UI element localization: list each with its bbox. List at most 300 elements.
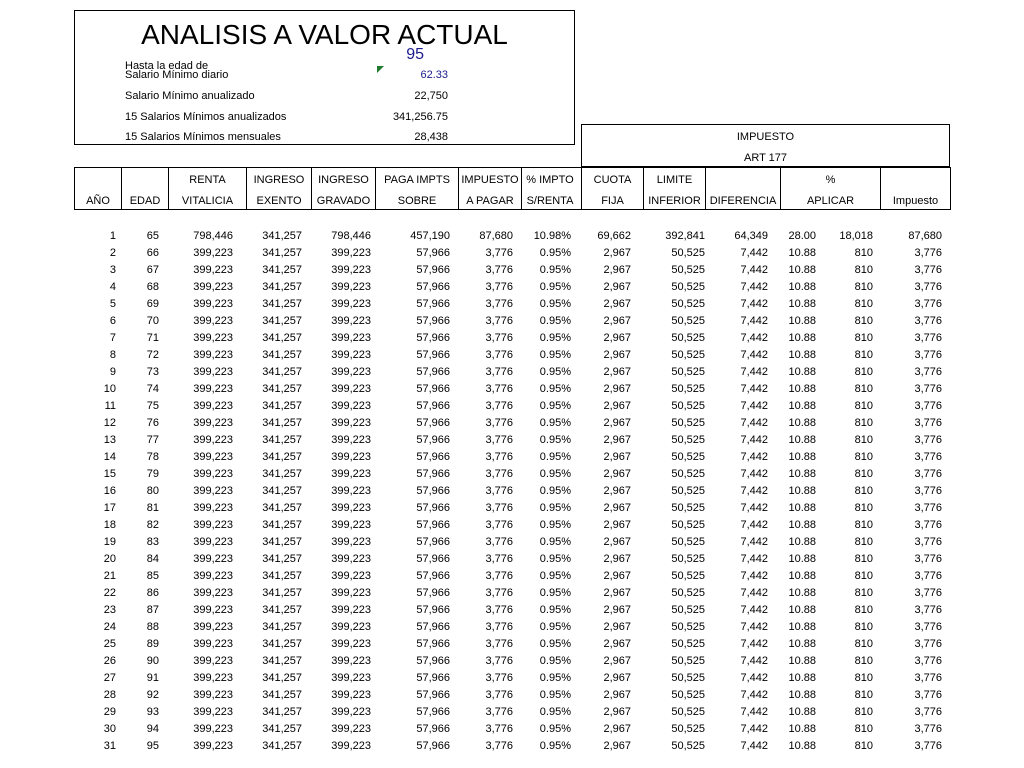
table-cell[interactable]: 50,525 (671, 502, 705, 514)
table-cell[interactable]: 7,442 (740, 536, 768, 548)
table-cell[interactable]: 7,442 (740, 604, 768, 616)
table-cell[interactable]: 399,223 (331, 621, 371, 633)
table-cell[interactable]: 3,776 (914, 723, 942, 735)
table-cell[interactable]: 30 (103, 723, 116, 735)
table-cell[interactable]: 341,257 (262, 519, 302, 531)
table-cell[interactable]: 57,966 (416, 349, 450, 361)
table-cell[interactable]: 341,257 (262, 383, 302, 395)
table-cell[interactable]: 7,442 (740, 723, 768, 735)
table-cell[interactable]: 57,966 (416, 621, 450, 633)
table-cell[interactable]: 88 (146, 621, 159, 633)
table-cell[interactable]: 3,776 (914, 672, 942, 684)
table-cell[interactable]: 399,223 (331, 417, 371, 429)
table-cell[interactable]: 69 (146, 298, 159, 310)
table-cell[interactable]: 17 (103, 502, 116, 514)
table-cell[interactable]: 810 (854, 655, 873, 667)
table-cell[interactable]: 77 (146, 434, 159, 446)
table-cell[interactable]: 3,776 (914, 621, 942, 633)
table-cell[interactable]: 10.88 (788, 519, 816, 531)
table-cell[interactable]: 341,257 (262, 621, 302, 633)
table-cell[interactable]: 93 (146, 706, 159, 718)
table-cell[interactable]: 57,966 (416, 434, 450, 446)
table-cell[interactable]: 3,776 (485, 689, 513, 701)
table-cell[interactable]: 399,223 (331, 638, 371, 650)
table-cell[interactable]: 80 (146, 485, 159, 497)
table-cell[interactable]: 50,525 (671, 281, 705, 293)
table-cell[interactable]: 50,525 (671, 604, 705, 616)
table-cell[interactable]: 7,442 (740, 621, 768, 633)
table-cell[interactable]: 810 (854, 689, 873, 701)
table-cell[interactable]: 3,776 (914, 315, 942, 327)
table-cell[interactable]: 57,966 (416, 672, 450, 684)
table-cell[interactable]: 92 (146, 689, 159, 701)
table-cell[interactable]: 2,967 (603, 621, 631, 633)
table-cell[interactable]: 399,223 (193, 451, 233, 463)
table-cell[interactable]: 10.88 (788, 485, 816, 497)
table-cell[interactable]: 3,776 (914, 553, 942, 565)
table-cell[interactable]: 2,967 (603, 740, 631, 752)
table-cell[interactable]: 57,966 (416, 655, 450, 667)
table-cell[interactable]: 66 (146, 247, 159, 259)
table-cell[interactable]: 399,223 (331, 332, 371, 344)
table-cell[interactable]: 0.95% (539, 570, 571, 582)
table-cell[interactable]: 399,223 (331, 315, 371, 327)
table-cell[interactable]: 399,223 (331, 298, 371, 310)
table-cell[interactable]: 399,223 (331, 264, 371, 276)
table-cell[interactable]: 341,257 (262, 332, 302, 344)
table-cell[interactable]: 57,966 (416, 604, 450, 616)
table-cell[interactable]: 3,776 (485, 621, 513, 633)
table-cell[interactable]: 399,223 (193, 536, 233, 548)
table-cell[interactable]: 7,442 (740, 349, 768, 361)
table-cell[interactable]: 399,223 (331, 519, 371, 531)
table-cell[interactable]: 3,776 (485, 315, 513, 327)
table-cell[interactable]: 3,776 (914, 298, 942, 310)
table-cell[interactable]: 810 (854, 349, 873, 361)
table-cell[interactable]: 18 (103, 519, 116, 531)
table-cell[interactable]: 399,223 (193, 434, 233, 446)
table-cell[interactable]: 341,257 (262, 502, 302, 514)
table-cell[interactable]: 3,776 (914, 638, 942, 650)
table-cell[interactable]: 3,776 (914, 264, 942, 276)
table-cell[interactable]: 341,257 (262, 366, 302, 378)
table-cell[interactable]: 457,190 (410, 230, 450, 242)
table-cell[interactable]: 341,257 (262, 417, 302, 429)
table-cell[interactable]: 3,776 (914, 281, 942, 293)
table-cell[interactable]: 810 (854, 366, 873, 378)
table-cell[interactable]: 50,525 (671, 451, 705, 463)
table-cell[interactable]: 57,966 (416, 383, 450, 395)
table-cell[interactable]: 3,776 (914, 383, 942, 395)
table-cell[interactable]: 3,776 (485, 349, 513, 361)
table-cell[interactable]: 3,776 (485, 553, 513, 565)
table-cell[interactable]: 341,257 (262, 672, 302, 684)
table-cell[interactable]: 399,223 (193, 400, 233, 412)
table-cell[interactable]: 7 (109, 332, 116, 344)
table-cell[interactable]: 399,223 (331, 672, 371, 684)
table-cell[interactable]: 810 (854, 553, 873, 565)
table-cell[interactable]: 2,967 (603, 349, 631, 361)
table-cell[interactable]: 399,223 (331, 723, 371, 735)
table-cell[interactable]: 3,776 (485, 281, 513, 293)
table-cell[interactable]: 3,776 (485, 298, 513, 310)
table-cell[interactable]: 65 (146, 230, 159, 242)
table-cell[interactable]: 7,442 (740, 502, 768, 514)
table-cell[interactable]: 810 (854, 672, 873, 684)
table-cell[interactable]: 3,776 (485, 434, 513, 446)
table-cell[interactable]: 341,257 (262, 655, 302, 667)
table-cell[interactable]: 25 (103, 638, 116, 650)
table-cell[interactable]: 3 (109, 264, 116, 276)
table-cell[interactable]: 50,525 (671, 570, 705, 582)
table-cell[interactable]: 0.95% (539, 723, 571, 735)
table-cell[interactable]: 2,967 (603, 587, 631, 599)
table-cell[interactable]: 392,841 (665, 230, 705, 242)
table-cell[interactable]: 810 (854, 383, 873, 395)
table-cell[interactable]: 89 (146, 638, 159, 650)
table-cell[interactable]: 10.88 (788, 740, 816, 752)
table-cell[interactable]: 3,776 (485, 587, 513, 599)
table-cell[interactable]: 7,442 (740, 519, 768, 531)
table-cell[interactable]: 50,525 (671, 383, 705, 395)
table-cell[interactable]: 2,967 (603, 332, 631, 344)
table-cell[interactable]: 10.88 (788, 315, 816, 327)
table-cell[interactable]: 5 (109, 298, 116, 310)
table-cell[interactable]: 810 (854, 315, 873, 327)
table-cell[interactable]: 50,525 (671, 638, 705, 650)
table-cell[interactable]: 0.95% (539, 740, 571, 752)
table-cell[interactable]: 21 (103, 570, 116, 582)
table-cell[interactable]: 810 (854, 400, 873, 412)
table-cell[interactable]: 810 (854, 638, 873, 650)
table-cell[interactable]: 3,776 (914, 519, 942, 531)
table-cell[interactable]: 810 (854, 740, 873, 752)
table-cell[interactable]: 0.95% (539, 638, 571, 650)
table-cell[interactable]: 399,223 (193, 349, 233, 361)
table-cell[interactable]: 4 (109, 281, 116, 293)
table-cell[interactable]: 3,776 (914, 349, 942, 361)
table-cell[interactable]: 10.88 (788, 298, 816, 310)
table-cell[interactable]: 67 (146, 264, 159, 276)
table-cell[interactable]: 0.95% (539, 349, 571, 361)
table-cell[interactable]: 57,966 (416, 570, 450, 582)
table-cell[interactable]: 2,967 (603, 400, 631, 412)
table-cell[interactable]: 810 (854, 570, 873, 582)
table-cell[interactable]: 81 (146, 502, 159, 514)
table-cell[interactable]: 399,223 (193, 723, 233, 735)
table-cell[interactable]: 3,776 (485, 468, 513, 480)
table-cell[interactable]: 10.98% (533, 230, 571, 242)
table-cell[interactable]: 7,442 (740, 298, 768, 310)
table-cell[interactable]: 10.88 (788, 536, 816, 548)
table-cell[interactable]: 22 (103, 587, 116, 599)
table-cell[interactable]: 7,442 (740, 366, 768, 378)
table-cell[interactable]: 2,967 (603, 366, 631, 378)
table-cell[interactable]: 50,525 (671, 536, 705, 548)
table-cell[interactable]: 399,223 (331, 366, 371, 378)
table-cell[interactable]: 399,223 (331, 247, 371, 259)
table-cell[interactable]: 57,966 (416, 247, 450, 259)
table-cell[interactable]: 10.88 (788, 502, 816, 514)
table-cell[interactable]: 50,525 (671, 689, 705, 701)
table-cell[interactable]: 0.95% (539, 366, 571, 378)
table-cell[interactable]: 399,223 (193, 281, 233, 293)
table-cell[interactable]: 3,776 (485, 451, 513, 463)
table-cell[interactable]: 7,442 (740, 417, 768, 429)
table-cell[interactable]: 69,662 (597, 230, 631, 242)
table-cell[interactable]: 2,967 (603, 689, 631, 701)
table-cell[interactable]: 10 (103, 383, 116, 395)
table-cell[interactable]: 10.88 (788, 587, 816, 599)
table-cell[interactable]: 810 (854, 298, 873, 310)
table-cell[interactable]: 399,223 (193, 672, 233, 684)
table-cell[interactable]: 399,223 (193, 655, 233, 667)
table-cell[interactable]: 399,223 (331, 587, 371, 599)
table-cell[interactable]: 10.88 (788, 349, 816, 361)
table-cell[interactable]: 10.88 (788, 570, 816, 582)
table-cell[interactable]: 3,776 (485, 672, 513, 684)
table-cell[interactable]: 85 (146, 570, 159, 582)
table-cell[interactable]: 10.88 (788, 247, 816, 259)
table-cell[interactable]: 399,223 (193, 298, 233, 310)
table-cell[interactable]: 341,257 (262, 315, 302, 327)
table-cell[interactable]: 3,776 (485, 723, 513, 735)
table-cell[interactable]: 810 (854, 604, 873, 616)
table-cell[interactable]: 7,442 (740, 655, 768, 667)
table-cell[interactable]: 3,776 (914, 706, 942, 718)
table-cell[interactable]: 10.88 (788, 264, 816, 276)
table-cell[interactable]: 23 (103, 604, 116, 616)
table-cell[interactable]: 7,442 (740, 587, 768, 599)
table-cell[interactable]: 3,776 (485, 519, 513, 531)
table-cell[interactable]: 399,223 (331, 604, 371, 616)
param-value-daily-wage[interactable]: 62.33 (420, 69, 448, 81)
table-cell[interactable]: 12 (103, 417, 116, 429)
table-cell[interactable]: 79 (146, 468, 159, 480)
table-cell[interactable]: 3,776 (914, 400, 942, 412)
table-cell[interactable]: 399,223 (331, 434, 371, 446)
table-cell[interactable]: 50,525 (671, 434, 705, 446)
table-cell[interactable]: 399,223 (193, 706, 233, 718)
table-cell[interactable]: 2,967 (603, 383, 631, 395)
table-cell[interactable]: 0.95% (539, 553, 571, 565)
table-cell[interactable]: 7,442 (740, 281, 768, 293)
table-cell[interactable]: 3,776 (914, 451, 942, 463)
table-cell[interactable]: 810 (854, 434, 873, 446)
table-cell[interactable]: 57,966 (416, 451, 450, 463)
table-cell[interactable]: 87,680 (908, 230, 942, 242)
table-cell[interactable]: 2,967 (603, 655, 631, 667)
table-cell[interactable]: 0.95% (539, 672, 571, 684)
table-cell[interactable]: 7,442 (740, 264, 768, 276)
table-cell[interactable]: 13 (103, 434, 116, 446)
table-cell[interactable]: 0.95% (539, 332, 571, 344)
table-cell[interactable]: 7,442 (740, 468, 768, 480)
table-cell[interactable]: 2,967 (603, 468, 631, 480)
table-cell[interactable]: 341,257 (262, 553, 302, 565)
table-cell[interactable]: 0.95% (539, 315, 571, 327)
table-cell[interactable]: 2,967 (603, 247, 631, 259)
table-cell[interactable]: 94 (146, 723, 159, 735)
table-cell[interactable]: 3,776 (914, 485, 942, 497)
table-cell[interactable]: 11 (104, 400, 116, 412)
table-cell[interactable]: 341,257 (262, 570, 302, 582)
table-cell[interactable]: 810 (854, 519, 873, 531)
table-cell[interactable]: 399,223 (331, 740, 371, 752)
table-cell[interactable]: 0.95% (539, 689, 571, 701)
table-cell[interactable]: 50,525 (671, 400, 705, 412)
table-cell[interactable]: 0.95% (539, 502, 571, 514)
table-cell[interactable]: 50,525 (671, 247, 705, 259)
table-cell[interactable]: 0.95% (539, 621, 571, 633)
table-cell[interactable]: 3,776 (485, 706, 513, 718)
table-cell[interactable]: 0.95% (539, 400, 571, 412)
table-cell[interactable]: 50,525 (671, 621, 705, 633)
table-cell[interactable]: 810 (854, 468, 873, 480)
table-cell[interactable]: 57,966 (416, 468, 450, 480)
table-cell[interactable]: 3,776 (914, 247, 942, 259)
table-cell[interactable]: 87,680 (479, 230, 513, 242)
table-cell[interactable]: 50,525 (671, 740, 705, 752)
table-cell[interactable]: 2,967 (603, 553, 631, 565)
table-cell[interactable]: 0.95% (539, 264, 571, 276)
table-cell[interactable]: 810 (854, 502, 873, 514)
table-cell[interactable]: 810 (854, 281, 873, 293)
table-cell[interactable]: 399,223 (193, 247, 233, 259)
table-cell[interactable]: 57,966 (416, 366, 450, 378)
table-cell[interactable]: 57,966 (416, 400, 450, 412)
table-cell[interactable]: 2,967 (603, 264, 631, 276)
table-cell[interactable]: 10.88 (788, 451, 816, 463)
table-cell[interactable]: 341,257 (262, 281, 302, 293)
table-cell[interactable]: 57,966 (416, 519, 450, 531)
table-cell[interactable]: 7,442 (740, 570, 768, 582)
table-cell[interactable]: 3,776 (914, 536, 942, 548)
table-cell[interactable]: 50,525 (671, 655, 705, 667)
table-cell[interactable]: 399,223 (331, 502, 371, 514)
table-cell[interactable]: 3,776 (485, 502, 513, 514)
table-cell[interactable]: 810 (854, 451, 873, 463)
table-cell[interactable]: 2,967 (603, 706, 631, 718)
table-cell[interactable]: 24 (103, 621, 116, 633)
table-cell[interactable]: 10.88 (788, 689, 816, 701)
table-cell[interactable]: 0.95% (539, 468, 571, 480)
table-cell[interactable]: 87 (146, 604, 159, 616)
table-cell[interactable]: 341,257 (262, 638, 302, 650)
table-cell[interactable]: 399,223 (331, 383, 371, 395)
table-cell[interactable]: 0.95% (539, 247, 571, 259)
table-cell[interactable]: 3,776 (485, 400, 513, 412)
table-cell[interactable]: 70 (146, 315, 159, 327)
table-cell[interactable]: 399,223 (331, 706, 371, 718)
table-cell[interactable]: 3,776 (485, 570, 513, 582)
table-cell[interactable]: 50,525 (671, 485, 705, 497)
table-cell[interactable]: 90 (146, 655, 159, 667)
table-cell[interactable]: 74 (146, 383, 159, 395)
table-cell[interactable]: 7,442 (740, 451, 768, 463)
table-cell[interactable]: 341,257 (262, 451, 302, 463)
table-cell[interactable]: 10.88 (788, 723, 816, 735)
table-cell[interactable]: 3,776 (485, 536, 513, 548)
table-cell[interactable]: 399,223 (331, 281, 371, 293)
table-cell[interactable]: 26 (103, 655, 116, 667)
table-cell[interactable]: 27 (103, 672, 116, 684)
table-cell[interactable]: 3,776 (485, 366, 513, 378)
table-cell[interactable]: 2,967 (603, 570, 631, 582)
table-cell[interactable]: 399,223 (193, 519, 233, 531)
table-cell[interactable]: 341,257 (262, 689, 302, 701)
table-cell[interactable]: 57,966 (416, 706, 450, 718)
table-cell[interactable]: 3,776 (485, 604, 513, 616)
table-cell[interactable]: 8 (109, 349, 116, 361)
table-cell[interactable]: 75 (146, 400, 159, 412)
table-cell[interactable]: 20 (103, 553, 116, 565)
table-cell[interactable]: 57,966 (416, 689, 450, 701)
table-cell[interactable]: 2,967 (603, 298, 631, 310)
table-cell[interactable]: 15 (103, 468, 116, 480)
table-cell[interactable]: 28 (103, 689, 116, 701)
table-cell[interactable]: 0.95% (539, 536, 571, 548)
table-cell[interactable]: 7,442 (740, 383, 768, 395)
table-cell[interactable]: 3,776 (485, 264, 513, 276)
table-cell[interactable]: 3,776 (485, 485, 513, 497)
table-cell[interactable]: 3,776 (485, 638, 513, 650)
table-cell[interactable]: 7,442 (740, 706, 768, 718)
table-cell[interactable]: 50,525 (671, 519, 705, 531)
table-cell[interactable]: 399,223 (193, 587, 233, 599)
table-cell[interactable]: 7,442 (740, 740, 768, 752)
table-cell[interactable]: 6 (109, 315, 116, 327)
table-cell[interactable]: 2,967 (603, 723, 631, 735)
table-cell[interactable]: 399,223 (331, 553, 371, 565)
table-cell[interactable]: 76 (146, 417, 159, 429)
table-cell[interactable]: 3,776 (914, 417, 942, 429)
table-cell[interactable]: 10.88 (788, 553, 816, 565)
table-cell[interactable]: 2,967 (603, 315, 631, 327)
table-cell[interactable]: 10.88 (788, 604, 816, 616)
table-cell[interactable]: 7,442 (740, 400, 768, 412)
table-cell[interactable]: 10.88 (788, 655, 816, 667)
table-cell[interactable]: 31 (103, 740, 116, 752)
table-cell[interactable]: 10.88 (788, 366, 816, 378)
table-cell[interactable]: 399,223 (331, 468, 371, 480)
table-cell[interactable]: 16 (103, 485, 116, 497)
table-cell[interactable]: 0.95% (539, 298, 571, 310)
table-cell[interactable]: 57,966 (416, 740, 450, 752)
table-cell[interactable]: 0.95% (539, 485, 571, 497)
table-cell[interactable]: 50,525 (671, 298, 705, 310)
table-cell[interactable]: 810 (854, 247, 873, 259)
table-cell[interactable]: 2,967 (603, 638, 631, 650)
table-cell[interactable]: 57,966 (416, 315, 450, 327)
table-cell[interactable]: 18,018 (839, 230, 873, 242)
table-cell[interactable]: 2,967 (603, 502, 631, 514)
table-cell[interactable]: 73 (146, 366, 159, 378)
table-cell[interactable]: 57,966 (416, 587, 450, 599)
table-cell[interactable]: 399,223 (331, 655, 371, 667)
table-cell[interactable]: 0.95% (539, 587, 571, 599)
table-cell[interactable]: 7,442 (740, 485, 768, 497)
table-cell[interactable]: 399,223 (193, 383, 233, 395)
table-cell[interactable]: 341,257 (262, 298, 302, 310)
table-cell[interactable]: 3,776 (914, 604, 942, 616)
table-cell[interactable]: 50,525 (671, 706, 705, 718)
table-cell[interactable]: 2 (109, 247, 116, 259)
table-cell[interactable]: 50,525 (671, 723, 705, 735)
table-cell[interactable]: 95 (146, 740, 159, 752)
table-cell[interactable]: 28.00 (788, 230, 816, 242)
table-cell[interactable]: 399,223 (331, 570, 371, 582)
